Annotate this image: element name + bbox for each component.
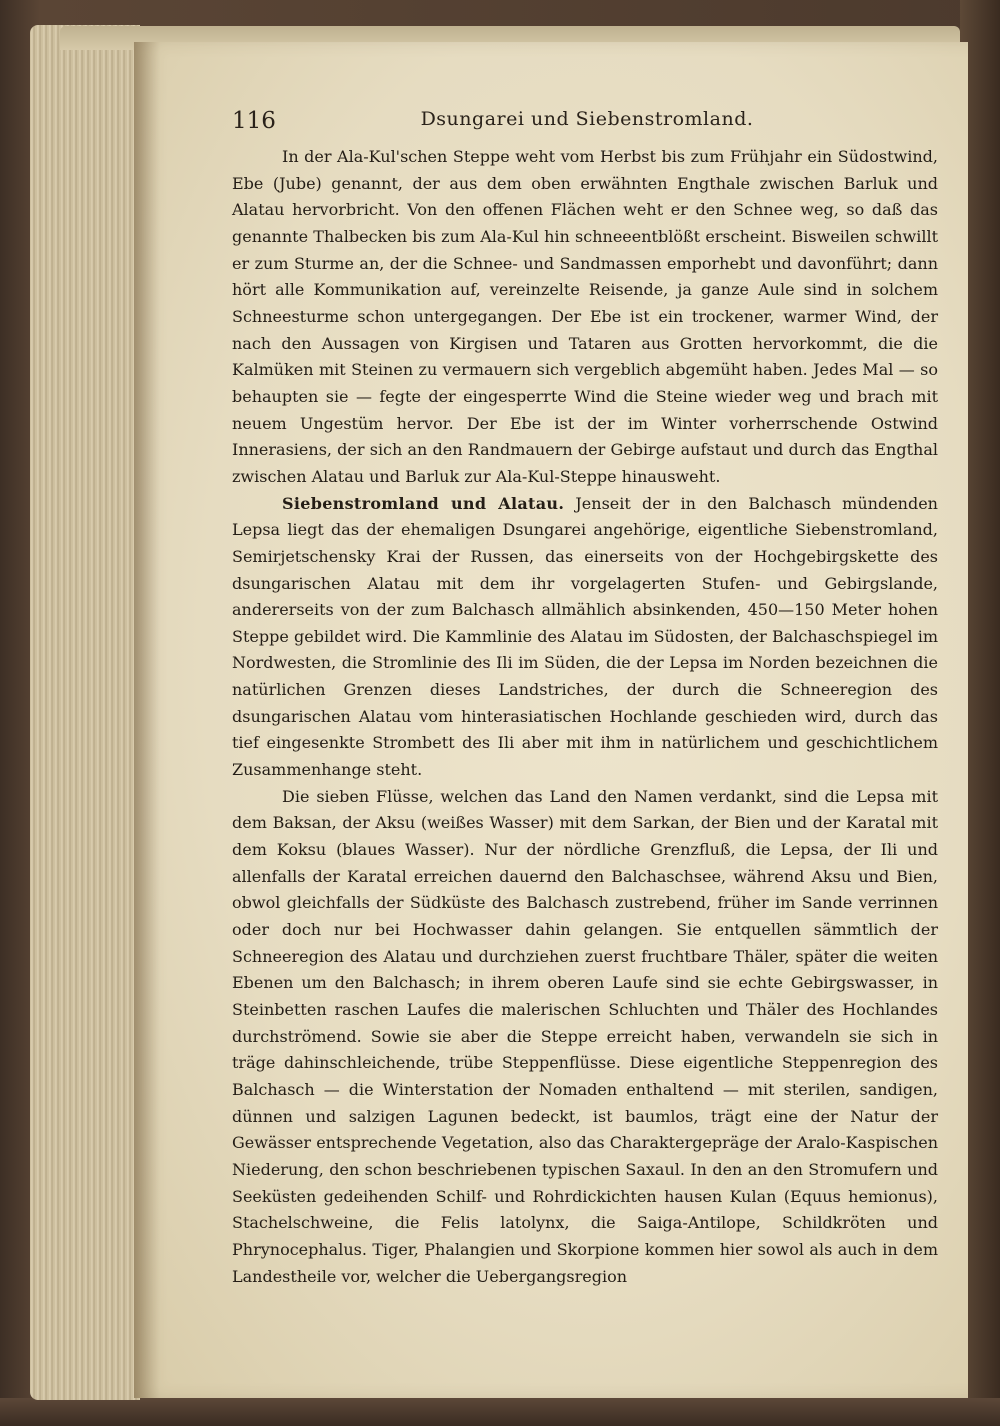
- cover-edge-bottom: [0, 1398, 1000, 1426]
- paragraph-2: [232, 491, 938, 784]
- section-heading: Siebenstromland und Alatau.: [282, 493, 565, 513]
- paragraph-1: [232, 144, 938, 491]
- paragraph-text: Jenseit der in den Balchasch mündenden Lepsa liegt das der ehemaligen Dsungarei angehörige, eigentliche Siebenstromland, Semirjetschensky Krai der Russen, das einerseits von der Hochgebirgskette des dsungarischen Alatau mit dem ihr vorgelagerten Stufen- und Gebirgslande, andererseits von der zum Balchasch allmählich absinkenden, 450—150 Meter hohen Steppe gebildet wird. Die Kammlinie des Alatau im Südosten, der Balchaschspiegel im Nordwesten, die Stromlinie des Ili im Süden, die der Lepsa im Norden bezeichnen die natürlichen Grenzen dieses Landstriches, der durch die Schneeregion des dsungarischen Alatau vom hinterasiatischen Hochlande geschieden wird, durch das tief eingesenkte Strombett des Ili aber mit ihm in natürlichem und geschichtlichem Zusammenhange steht.: [232, 493, 938, 780]
- page-header: [232, 108, 942, 140]
- page-body: [232, 144, 938, 1290]
- page-number: 116: [232, 108, 276, 134]
- running-title: Dsungarei und Siebenstromland.: [420, 108, 754, 130]
- page-gutter-shadow: [134, 42, 160, 1398]
- paragraph-text: In der Ala-Kul'schen Steppe weht vom Herbst bis zum Frühjahr ein Südostwind, Ebe (Jube) genannt, der aus dem oben erwähnten Engthale zwischen Barluk und Alatau hervorbricht. Von den offenen Flächen weht er den Schnee weg, so daß das genannte Thalbecken bis zum Ala-Kul hin schneeentblößt erscheint. Bisweilen schwillt er zum Sturme an, der die Schnee- und Sandmassen emporhebt und davonführt; dann hört alle Kommunikation auf, vereinzelte Reisende, ja ganze Aule sind in solchem Schneesturme schon untergegangen. Der Ebe ist ein trockener, warmer Wind, der nach den Aussagen von Kirgisen und Tataren aus Grotten hervorkommt, die die Kalmüken mit Steinen zu vermauern sich vergeblich abgemüht haben. Jedes Mal — so behaupten sie — fegte der eingesperrte Wind die Steine wieder weg und brach mit neuem Ungestüm hervor. Der Ebe ist der im Winter vorherrschende Ostwind Innerasiens, der sich an den Randmauern der Gebirge aufstaut und durch das Engthal zwischen Alatau und Barluk zur Ala-Kul-Steppe hinausweht.: [232, 147, 938, 486]
- paragraph-text: Die sieben Flüsse, welchen das Land den Namen verdankt, sind die Lepsa mit dem Baksan, der Aksu (weißes Wasser) mit dem Sarkan, der Bien und der Karatal mit dem Koksu (blaues Wasser). Nur der nördliche Grenzfluß, die Lepsa, der Ili und allenfalls der Karatal erreichen dauernd den Balchaschsee, während Aksu und Bien, obwol gleichfalls der Südküste des Balchasch zustrebend, früher im Sande verrinnen oder doch nur bei Hochwasser dahin gelangen. Sie entquellen sämmtlich der Schneeregion des Alatau und durchziehen zuerst fruchtbare Thäler, später die weiten Ebenen um den Balchasch; in ihrem oberen Laufe sind sie echte Gebirgswasser, in Steinbetten raschen Laufes die malerischen Schluchten und Thäler des Hochlandes durchströmend. Sowie sie aber die Steppe erreicht haben, verwandeln sie sich in träge dahinschleichende, trübe Steppenflüsse. Diese eigentliche Steppenregion des Balchasch — die Winterstation der Nomaden enthaltend — mit sterilen, sandigen, dünnen und salzigen Lagunen bedeckt, ist baumlos, trägt eine der Natur der Gewässer entsprechende Vegetation, also das Charaktergepräge der Aralo-Kaspischen Niederung, den schon beschriebenen typischen Saxaul. In den an den Stromufern und Seeküsten gedeihenden Schilf- und Rohrdickichten hausen Kulan (Equus hemionus), Stachelschweine, die Felis latolynx, die Saiga-Antilope, Schildkröten und Phrynocephalus. Tiger, Phalangien und Skorpione kommen hier sowol als auch in dem Landestheile vor, welcher die Uebergangsregion: [232, 786, 938, 1286]
- paragraph-3: [232, 784, 938, 1290]
- page-edges: [30, 25, 140, 1400]
